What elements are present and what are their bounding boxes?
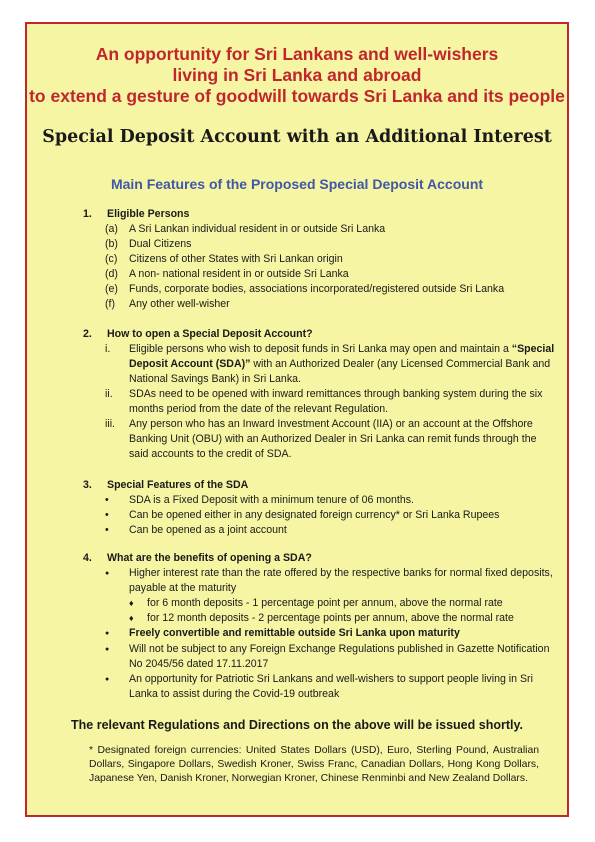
section-number: 3. <box>83 479 92 491</box>
item-text: Any person who has an Inward Investment Account (IIA) or an account at the Offshore Banking Unit (OBU) with an Authorized Dealer in Sri Lanka can remit funds through the said accounts to the credit of SDA. <box>129 418 537 460</box>
item-text: Dual Citizens <box>129 238 192 250</box>
section-heading <box>83 478 555 493</box>
list-item <box>83 297 555 312</box>
page-title: Special Deposit Account with an Additional Interest <box>42 127 552 147</box>
diamond-bullet-icon <box>129 596 147 611</box>
section-title: How to open a Special Deposit Account? <box>107 328 313 340</box>
list-item <box>83 626 555 642</box>
bullet-icon: • <box>105 524 109 536</box>
section-title: Special Features of the SDA <box>107 479 249 491</box>
item-text: for 6 month deposits - 1 percentage point per annum, above the normal rate <box>147 597 503 609</box>
list-item <box>83 508 555 523</box>
item-text: Funds, corporate bodies, associations incorporated/registered outside Sri Lanka <box>129 283 505 295</box>
bullet-icon <box>105 566 129 596</box>
bullet-icon <box>105 626 129 642</box>
section-special-features <box>83 478 555 538</box>
bullet-icon: • <box>105 509 109 521</box>
item-text: A non- national resident in or outside Sri Lanka <box>129 268 349 280</box>
list-item <box>83 387 555 417</box>
closing-statement: The relevant Regulations and Directions on the above will be issued shortly. <box>71 718 523 732</box>
sub-list-item <box>83 596 555 611</box>
list-item <box>83 672 555 702</box>
item-marker: iii. <box>105 418 116 430</box>
section-title: What are the benefits of opening a SDA? <box>107 552 312 564</box>
item-text: Freely convertible and remittable outside Sri Lanka upon maturity <box>129 627 460 639</box>
section-benefits <box>83 551 555 702</box>
list-item <box>83 523 555 538</box>
section-heading <box>83 551 555 566</box>
section-number: 1. <box>83 208 92 220</box>
section-heading <box>83 207 555 222</box>
item-text: Can be opened either in any designated foreign currency* or Sri Lanka Rupees <box>129 509 500 521</box>
list-item <box>83 222 555 237</box>
page-subtitle: Main Features of the Proposed Special Deposit Account <box>110 176 484 192</box>
item-text-part: Eligible persons who wish to deposit funds in Sri Lanka may open and maintain a <box>129 343 512 355</box>
list-item <box>83 417 555 462</box>
item-marker: (f) <box>105 298 115 310</box>
headline-line-2: living in Sri Lanka and abroad <box>172 65 422 85</box>
list-item <box>83 267 555 282</box>
bullet-icon: • <box>105 494 109 506</box>
item-text: Higher interest rate than the rate offered by the respective banks for normal fixed deposits, payable at the maturity <box>129 567 553 594</box>
sub-list-item <box>83 611 555 626</box>
section-title: Eligible Persons <box>107 208 190 220</box>
item-text: Citizens of other States with Sri Lankan origin <box>129 253 343 265</box>
section-eligible-persons <box>83 207 555 312</box>
section-heading <box>83 327 555 342</box>
list-item <box>83 237 555 252</box>
item-marker: (b) <box>105 238 118 250</box>
list-item <box>83 342 555 387</box>
item-text: A Sri Lankan individual resident in or outside Sri Lanka <box>129 223 386 235</box>
item-text: An opportunity for Patriotic Sri Lankans and well-wishers to support people living in Sri Lanka to assist during the Covid-19 outbreak <box>129 673 533 700</box>
bullet-icon <box>105 672 129 702</box>
item-marker: i. <box>105 343 111 355</box>
section-number: 4. <box>83 552 92 564</box>
notice-frame <box>25 22 569 817</box>
item-text: Will not be subject to any Foreign Exchange Regulations published in Gazette Notification No 2045/56 dated 17.11.2017 <box>129 643 550 670</box>
bullet-icon <box>105 642 129 672</box>
list-item <box>83 493 555 508</box>
item-marker: (c) <box>105 253 118 265</box>
item-text: Can be opened as a joint account <box>129 524 287 536</box>
item-text: SDA is a Fixed Deposit with a minimum tenure of 06 months. <box>129 494 414 506</box>
footnote: * Designated foreign currencies: United States Dollars (USD), Euro, Sterling Pound, Australian Dollars, Singapore Dollars, Swedish Kroner, Swiss Franc, Canadian Dollars, Hong Kong Dollars, Japanese Yen, Danish Kroner, Norwegian Kroner, Chinese Renminbi and New Zealand Dollars. <box>89 745 539 784</box>
headline <box>27 44 567 107</box>
item-marker: (d) <box>105 268 118 280</box>
list-item <box>83 566 555 596</box>
list-item <box>83 252 555 267</box>
list-item <box>83 642 555 672</box>
diamond-bullet-icon <box>129 611 147 626</box>
headline-line-1: An opportunity for Sri Lankans and well-wishers <box>95 44 499 64</box>
item-text: SDAs need to be opened with inward remittances through banking system during the six months period from the date of the relevant Regulation. <box>129 388 543 415</box>
item-text <box>129 342 555 387</box>
sda-name-bold: “Special Deposit Account (SDA)” <box>129 343 555 370</box>
item-text: for 12 month deposits - 2 percentage points per annum, above the normal rate <box>147 612 514 624</box>
item-text-part: with an Authorized Dealer (any Licensed Commercial Bank and National Savings Bank) in Sri Lanka. <box>129 358 551 385</box>
item-marker: ii. <box>105 388 113 400</box>
item-marker: (e) <box>105 283 118 295</box>
item-text: Any other well-wisher <box>129 298 230 310</box>
headline-line-3: to extend a gesture of goodwill towards Sri Lanka and its people <box>29 86 565 106</box>
item-marker: (a) <box>105 223 118 235</box>
section-number: 2. <box>83 328 92 340</box>
list-item <box>83 282 555 297</box>
section-how-to-open <box>83 327 555 462</box>
